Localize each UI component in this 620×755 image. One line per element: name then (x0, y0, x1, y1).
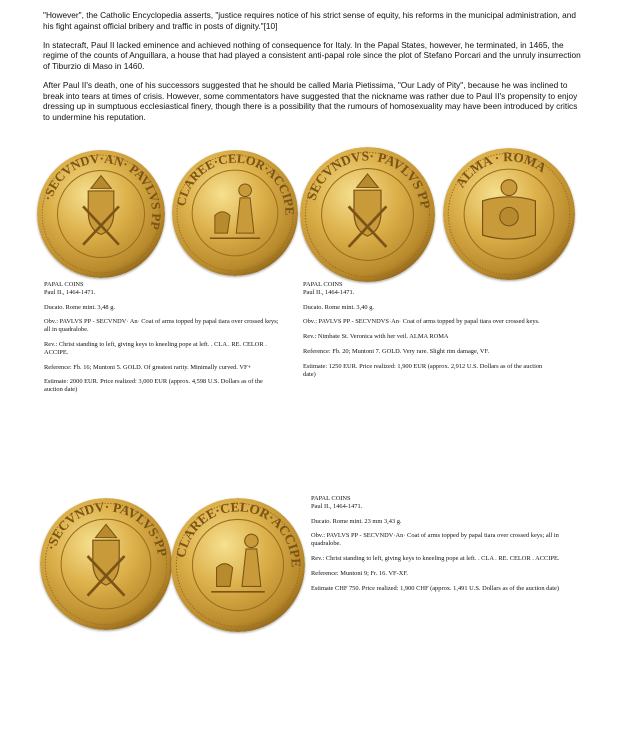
coin-3-reverse: Rev.: Christ standing to left, giving keys to kneeling pope at left. . CLA . RE. CELOR . ACCIPE. (311, 554, 560, 562)
coin-2-reverse: Rev.: Nimbate St. Veronica with her veil. ALMA ROMA (303, 333, 449, 341)
coin-1-obverse-legend: ·SECVNDV·AN· PAVLVS PP (40, 151, 164, 231)
coin-1-reference: Reference: Fb. 16; Muntoni 5. GOLD. Of greatest rarity. Minimally curved. VF+ (44, 363, 252, 371)
coin-1-title: PAPAL COINS (44, 281, 84, 288)
coin-1-description (44, 281, 280, 394)
intro-text (43, 10, 583, 131)
coin-2-obverse-image (300, 147, 435, 282)
coin-1-reverse-image (172, 150, 298, 276)
coin-2-denomination: Ducato. Rome mint. 3,40 g. (303, 303, 374, 311)
coin-3-description (311, 495, 579, 592)
coin-2-estimate: Estimate: 1250 EUR. Price realized: 1,900 EUR (approx. 2,912 U.S. Dollars as of the auction date) (303, 362, 543, 378)
coin-3-denomination: Ducato. Rome mint. 23 mm 3,43 g. (311, 517, 402, 525)
coin-1-denomination: Ducato. Rome mint. 3,48 g. (44, 303, 115, 311)
coin-3-estimate: Estimate CHF 750. Price realized: 1,900 CHF (approx. 1,491 U.S. Dollars as of the auction date) (311, 584, 559, 592)
coin-1-obverse: Obv.: PAVLVS PP - SECVNDV· An· Coat of arms topped by papal tiara over crossed keys; all in quadralobe. (44, 318, 279, 334)
coin-2-description (303, 281, 549, 378)
coin-1-obverse-image (37, 150, 165, 278)
coin-1-subtitle: Paul II., 1464-1471. (44, 288, 96, 296)
coin-3-obverse-image (40, 498, 172, 630)
coin-3-obverse-legend: ·SECVNDV· PAVLVS·PP (43, 499, 171, 558)
coin-2-obverse: Obv.: PAVLVS PP - SECVNDVS·An· Coat of arms topped by papal tiara over crossed keys. (303, 318, 540, 326)
coin-1-reverse: Rev.: Christ standing to left, giving keys to kneeling pope at left. . CLA . RE. CELOR . ACCIPE. (44, 340, 267, 356)
coin-2-reverse-image (443, 148, 575, 280)
coin-1-reverse-legend: CLAREE·CELOR·ACCIPE (174, 151, 297, 216)
coin-3-reference: Reference: Muntoni 9; Fr. 16. VF-XF. (311, 569, 408, 577)
coin-3-subtitle: Paul II., 1464-1471. (311, 502, 363, 510)
intro-paragraph-2: In statecraft, Paul II lacked eminence and achieved nothing of consequence for Italy. In the Papal States, however, he terminated, in 1465, the regime of the counts of Anguillara, a house that had played a consistent anti-papal role since the plot of Stefano Porcari and the unruly insurrection of Tiburzio di Maso in 1460. (43, 39, 581, 71)
intro-paragraph-3: After Paul II's death, one of his successors suggested that he should be called Maria Pietissima, "Our Lady of Pity", because he was inclined to break into tears at times of crisis. However, some commentators have suggested that the nickname was rather due to Paul II's propensity to enjoy dressing up in sumptuous ecclesiastical finery, though there is a possibility that the rumours of homosexuality may have been introduced by critics to undermine his reputation. (43, 79, 578, 122)
intro-paragraph-1: "However", the Catholic Encyclopedia asserts, "justice requires notice of his strict sense of equity, his reforms in the municipal administration, and his fight against official bribery and traffic in posts of dignity."[10] (43, 10, 577, 31)
coin-2-obverse-legend: SECVNDVS· PAVLVS PP (303, 148, 434, 210)
coin-3-reverse-image (171, 498, 305, 632)
coin-2-subtitle: Paul II., 1464-1471. (303, 288, 355, 296)
coin-2-reference: Reference: Fb. 20; Muntoni 7. GOLD. Very rare. Slight rim damage, VF. (303, 347, 490, 355)
coin-3-obverse: Obv.: PAVLVS PP - SECVNDV·An· Coat of arms topped by papal tiara over crossed keys; all in quadralobe. (311, 532, 559, 548)
coin-1-estimate: Estimate: 2000 EUR. Price realized: 3,000 EUR (approx. 4,598 U.S. Dollars as of the auction date) (44, 378, 263, 394)
coin-3-reverse-legend: CLAREE·CELOR·ACCIPE (172, 499, 304, 568)
coin-2-reverse-legend: ALMA · ROMA (452, 149, 550, 191)
coin-2-title: PAPAL COINS (303, 281, 343, 288)
coin-3-title: PAPAL COINS (311, 495, 351, 502)
